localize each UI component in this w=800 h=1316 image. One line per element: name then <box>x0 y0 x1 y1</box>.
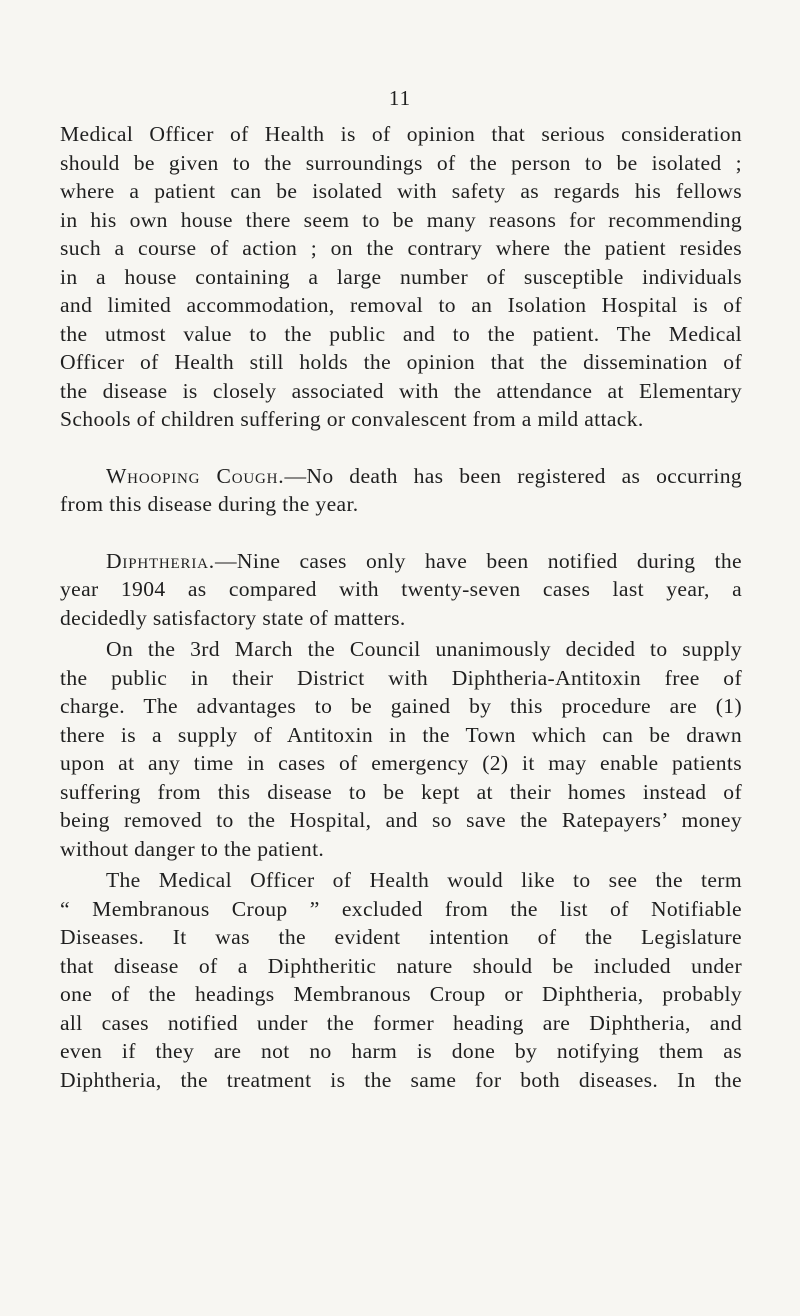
text-line: Diseases. It was the evident intention of the Legislature <box>60 925 742 949</box>
text-line: the utmost value to the public and to the patient. The Medical <box>60 321 742 346</box>
paragraph-isolation <box>60 120 742 434</box>
text-line: the public in their District with Diphtheria-Antitoxin free of <box>60 665 742 690</box>
text-line: in a house containing a large number of susceptible individuals <box>60 264 742 289</box>
text-line: where a patient can be isolated with safety as regards his fellows <box>60 179 742 203</box>
text-line: from this disease during the year. <box>60 492 359 516</box>
paragraph-membranous-croup <box>60 866 742 1094</box>
section-heading-diphtheria: Diphtheria. <box>106 548 215 573</box>
paragraph-antitoxin <box>60 635 742 863</box>
text-line: that disease of a Diphtheritic nature should be included under <box>60 953 742 978</box>
text-line: suffering from this disease to be kept at their homes instead of <box>60 779 742 804</box>
text-line: there is a supply of Antitoxin in the Town which can be drawn <box>60 722 742 747</box>
text-line <box>60 547 742 576</box>
text-line: the disease is closely associated with the attendance at Elementary <box>60 378 742 403</box>
text-line: Officer of Health still holds the opinion that the dissemination of <box>60 350 742 374</box>
text-line: and limited accommodation, removal to an Isolation Hospital is of <box>60 293 742 317</box>
text-line: “ Membranous Croup ” excluded from the list of Notifiable <box>60 896 742 921</box>
body-text <box>60 120 742 1094</box>
text-line: charge. The advantages to be gained by this procedure are (1) <box>60 694 742 718</box>
text-line <box>60 462 742 491</box>
text-line: On the 3rd March the Council unanimously decided to supply <box>106 637 742 661</box>
section-heading-whooping-cough: Whooping Cough. <box>106 463 285 488</box>
text-line: one of the headings Membranous Croup or Diphtheria, probably <box>60 982 742 1006</box>
text-line: year 1904 as compared with twenty-seven cases last year, a <box>60 577 742 601</box>
text-line: decidedly satisfactory state of matters. <box>60 605 406 630</box>
text-line: all cases notified under the former heading are Diphtheria, and <box>60 1010 742 1035</box>
text-line: upon at any time in cases of emergency (2) it may enable patients <box>60 751 742 775</box>
text-line: being removed to the Hospital, and so save the Ratepayers’ money <box>60 808 742 832</box>
text-line: Medical Officer of Health is of opinion that serious consideration <box>60 122 742 146</box>
text-line: should be given to the surroundings of the person to be isolated ; <box>60 150 742 175</box>
text-line: even if they are not no harm is done by notifying them as <box>60 1039 742 1063</box>
text-run: —Nine cases only have been notified during the <box>214 548 742 573</box>
text-run: —No death has been registered as occurring <box>284 463 742 488</box>
paragraph-diphtheria <box>60 547 742 633</box>
page-number: 11 <box>388 86 412 110</box>
text-line: The Medical Officer of Health would like to see the term <box>106 868 742 892</box>
text-line: such a course of action ; on the contrary where the patient resides <box>60 236 742 260</box>
paragraph-whooping-cough <box>60 462 742 519</box>
text-line: Schools of children suffering or convalescent from a mild attack. <box>60 407 644 431</box>
text-line: without danger to the patient. <box>60 836 325 861</box>
text-line: Diphtheria, the treatment is the same for both diseases. In the <box>60 1067 742 1092</box>
text-line: in his own house there seem to be many reasons for recommending <box>60 207 742 232</box>
